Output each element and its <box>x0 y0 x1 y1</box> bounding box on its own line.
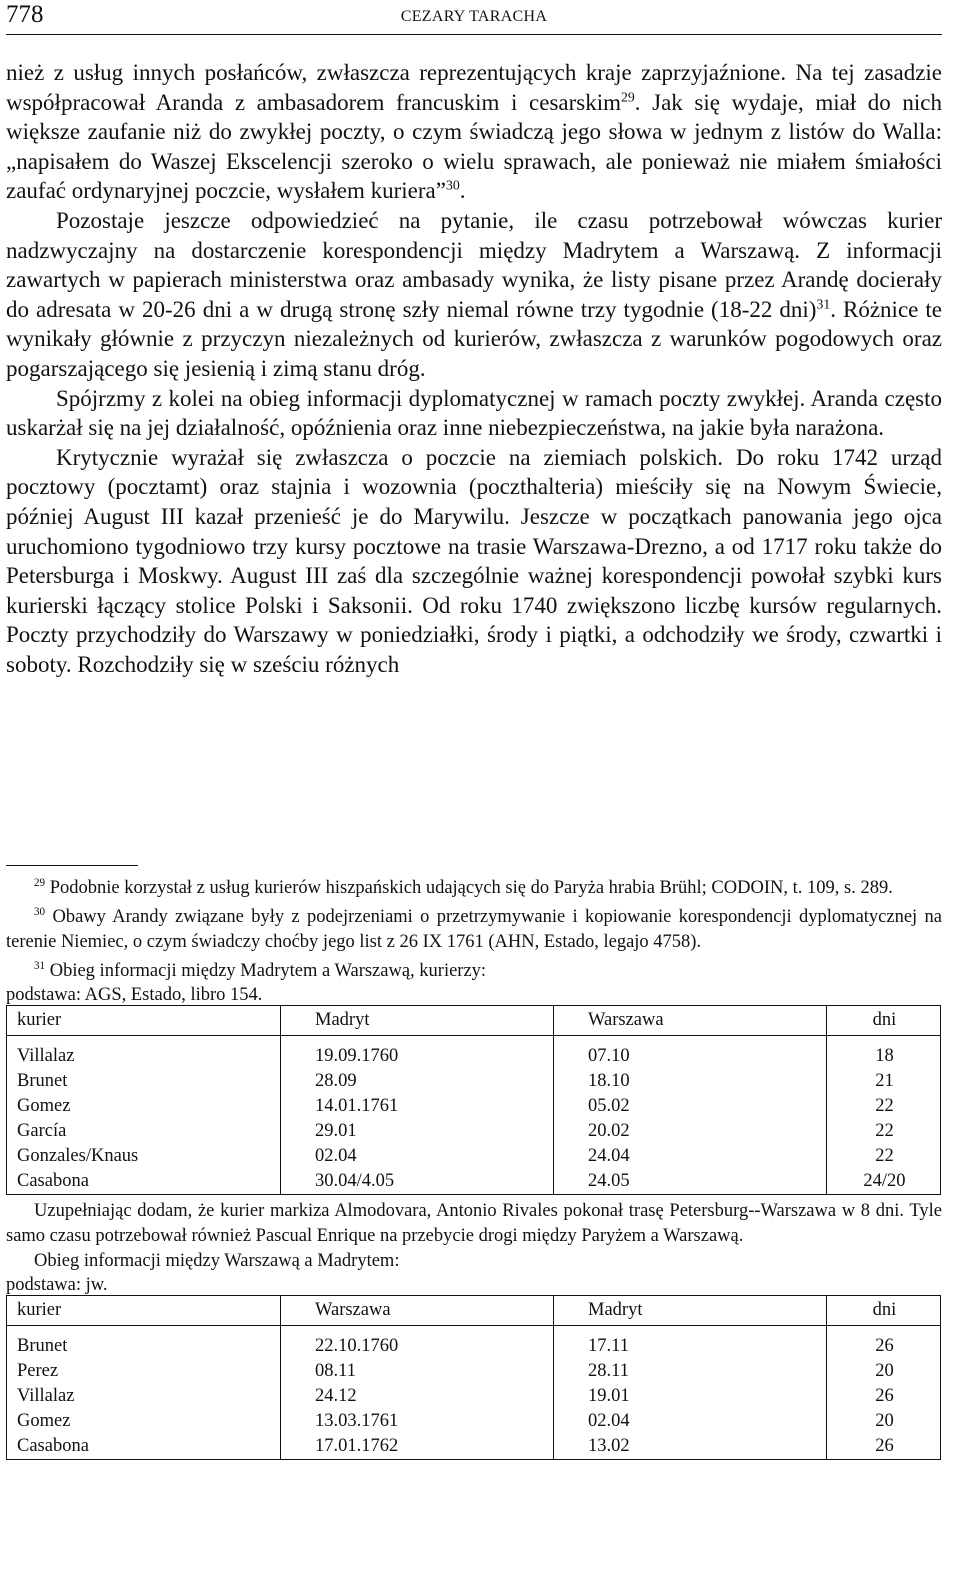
table-row <box>7 1169 941 1195</box>
column-header: Warszawa <box>281 1296 554 1326</box>
footnote-continuation: Uzupełniając dodam, że kurier markiza Almodovara, Antonio Rivales pokonał trasę Petersburg--Warszawa w 8 dni. Tyle samo czasu potrzebował również Pascual Enrique na przebycie drogi między Paryżem a Warszawą. <box>6 1201 942 1246</box>
table-cell: 24.12 <box>281 1384 554 1409</box>
column-header: dni <box>827 1296 941 1326</box>
paragraph-1: nież z usług innych posłańców, zwłaszcza reprezentujących kraje zaprzyjaźnione. Na tej zasadzie współpracował Aranda z ambasadorem francuskim i cesarskim$^{29}$. Jak się wydaje, miał do nich większe zaufanie niż do zwykłej poczty, o czym świadczą jego słowa w jednym z listów do Walla: „napisałem do Waszej Ekscelencji szeroko o wielu sprawach, ale ponieważ nie miałem śmiałości zaufać ordynaryjnej poczcie, wysłałem kuriera”$^{30}$. <box>6 60 942 204</box>
table-cell: García <box>7 1119 281 1144</box>
footnote-29: $^{29}$ Podobnie korzystał z usług kurierów hiszpańskich udających się do Paryża hrabia Brühl; CODOIN, t. 109, s. 289. <box>34 876 893 898</box>
running-head: CEZARY TARACHA <box>400 8 548 25</box>
page-number: 778 <box>6 1 44 28</box>
table-row <box>7 1434 941 1460</box>
table-cell: 22 <box>827 1094 941 1119</box>
table-cell: Gomez <box>7 1094 281 1119</box>
table-row <box>7 1069 941 1094</box>
table-cell: 24/20 <box>827 1169 941 1195</box>
column-header: kurier <box>7 1006 281 1036</box>
table-header-row <box>7 1296 941 1326</box>
table-row <box>7 1326 941 1360</box>
table-cell: 14.01.1761 <box>281 1094 554 1119</box>
table-cell: 02.04 <box>281 1144 554 1169</box>
column-header: kurier <box>7 1296 281 1326</box>
table-cell: 26 <box>827 1326 941 1360</box>
table-cell: 26 <box>827 1434 941 1460</box>
table-row <box>7 1036 941 1070</box>
footnote-divider <box>6 865 138 866</box>
table2-source: podstawa: jw. <box>6 1275 108 1295</box>
page-header <box>6 0 942 35</box>
table-cell: Brunet <box>7 1069 281 1094</box>
table-cell: 20 <box>827 1359 941 1384</box>
table-cell: Casabona <box>7 1169 281 1195</box>
column-header: dni <box>827 1006 941 1036</box>
footnote-31: $^{31}$ Obieg informacji między Madrytem a Warszawą, kurierzy: <box>34 959 487 981</box>
main-text <box>6 58 942 679</box>
table-cell: 20 <box>827 1409 941 1434</box>
table-cell: 22 <box>827 1144 941 1169</box>
table-cell: 08.11 <box>281 1359 554 1384</box>
table-cell: 17.01.1762 <box>281 1434 554 1460</box>
table-cell: 24.05 <box>554 1169 827 1195</box>
column-header: Warszawa <box>554 1006 827 1036</box>
table-cell: 19.01 <box>554 1384 827 1409</box>
paragraph-4: Krytycznie wyrażał się zwłaszcza o poczcie na ziemiach polskich. Do roku 1742 urząd pocztowy (pocztamt) oraz stajnia i wozownia (poczthalteria) mieściły się na Nowym Świecie, później August III kazał przenieść je do Marywilu. Jeszcze w początkach panowania jego ojca uruchomiono tygodniowo trzy kursy pocztowe na trasie Warszawa-Drezno, a od 1717 roku także do Petersburga i Moskwy. August III zaś dla szczególnie ważnej korespondencji powołał szybki kurs kurierski łączący stolice Polski i Saksonii. Od roku 1740 zwiększono liczbę kursów regularnych. Poczty przychodziły do Warszawy w poniedziałki, środy i piątki, a odchodziły we środy, czwartki i soboty. Rozchodziły się w sześciu różnych <box>6 444 942 677</box>
table-row <box>7 1384 941 1409</box>
footnote-ref-30[interactable]: 30 <box>445 177 460 193</box>
table-cell: 20.02 <box>554 1119 827 1144</box>
footnote-ref-31[interactable]: 31 <box>816 296 831 312</box>
table-cell: 24.04 <box>554 1144 827 1169</box>
table-cell: 18 <box>827 1036 941 1070</box>
table-cell: 17.11 <box>554 1326 827 1360</box>
table-row <box>7 1359 941 1384</box>
table-cell: Villalaz <box>7 1384 281 1409</box>
table1-source: podstawa: AGS, Estado, libro 154. <box>6 985 263 1005</box>
paragraph-3: Spójrzmy z kolei na obieg informacji dyplomatycznej w ramach poczty zwykłej. Aranda często uskarżał się na jej działalność, opóźnienia oraz inne niebezpieczeństwa, na jakie była narażona. <box>6 385 942 441</box>
courier-table-madrid-warsaw <box>6 1005 941 1195</box>
table-cell: 07.10 <box>554 1036 827 1070</box>
table-cell: 28.11 <box>554 1359 827 1384</box>
table-cell: 19.09.1760 <box>281 1036 554 1070</box>
footnote-30: $^{30}$ Obawy Arandy związane były z podejrzeniami o przetrzymywanie i kopiowanie korespondencji dyplomatycznej na terenie Niemiec, o czym świadczy choćby jego list z 26 IX 1761 (AHN, Estado, legajo 4758). <box>6 905 942 952</box>
table-cell: 02.04 <box>554 1409 827 1434</box>
table-cell: Villalaz <box>7 1036 281 1070</box>
table-cell: 28.09 <box>281 1069 554 1094</box>
table-cell: Gomez <box>7 1409 281 1434</box>
table-cell: Brunet <box>7 1326 281 1360</box>
table-row <box>7 1144 941 1169</box>
column-header: Madryt <box>554 1296 827 1326</box>
table-row <box>7 1409 941 1434</box>
paragraph-2: Pozostaje jeszcze odpowiedzieć na pytanie, ile czasu potrzebował wówczas kurier nadzwyczajny na dostarczenie korespondencji między Madrytem a Warszawą. Z informacji zawartych w papierach ministerstwa oraz ambasady wynika, że listy pisane przez Arandę docierały do adresata w 20-26 dni a w drugą stronę szły niemal równe trzy tygodnie (18-22 dni)$^{31}$. Różnice te wynikały głównie z przyczyn niezależnych od kurierów, zwłaszcza z warunków pogodowych oraz pogarszającego się jesienią i zimą stanu dróg. <box>6 207 942 381</box>
table-cell: 29.01 <box>281 1119 554 1144</box>
table-cell: 05.02 <box>554 1094 827 1119</box>
table-cell: Perez <box>7 1359 281 1384</box>
table-cell: 13.03.1761 <box>281 1409 554 1434</box>
column-header: Madryt <box>281 1006 554 1036</box>
table-cell: Casabona <box>7 1434 281 1460</box>
table-row <box>7 1094 941 1119</box>
footnote-ref-29[interactable]: 29 <box>621 88 635 104</box>
table-cell: 13.02 <box>554 1434 827 1460</box>
table2-title: Obieg informacji między Warszawą a Madrytem: <box>34 1251 400 1271</box>
courier-table-warsaw-madrid <box>6 1295 941 1460</box>
table-header-row <box>7 1006 941 1036</box>
table-cell: 26 <box>827 1384 941 1409</box>
table-cell: 22 <box>827 1119 941 1144</box>
footnotes <box>6 876 942 1460</box>
table-cell: 22.10.1760 <box>281 1326 554 1360</box>
table-cell: Gonzales/Knaus <box>7 1144 281 1169</box>
table-row <box>7 1119 941 1144</box>
table-cell: 18.10 <box>554 1069 827 1094</box>
table-cell: 21 <box>827 1069 941 1094</box>
table-cell: 30.04/4.05 <box>281 1169 554 1195</box>
